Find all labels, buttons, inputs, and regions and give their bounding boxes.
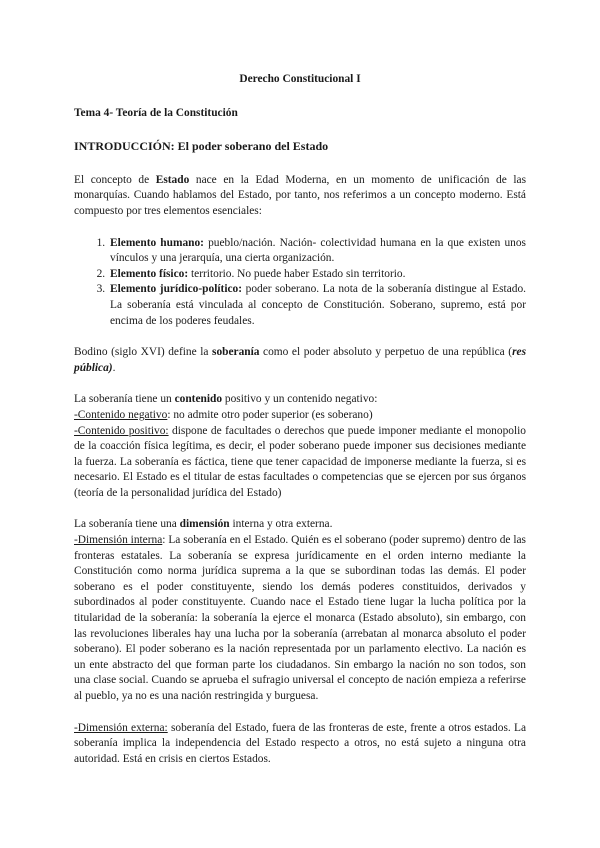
underlined-label: -Dimensión externa: (74, 721, 168, 734)
text-span: : no admite otro poder superior (es soberano) (167, 408, 373, 421)
underlined-label: -Contenido positivo: (74, 424, 169, 437)
list-item-text: poder soberano. La nota de la soberanía distingue al Estado. La soberanía está vinculada al concepto de Constitución. Soberano, supremo, está por encima de los poderes feudales. (110, 283, 526, 327)
text-span: positivo y un contenido negativo: (222, 393, 378, 406)
text-span: como el poder absoluto y perpetuo de una república ( (259, 346, 513, 359)
elements-list (74, 236, 526, 330)
topic-heading: Tema 4- Teoría de la Constitución (74, 106, 238, 119)
text-span: El concepto de (74, 173, 156, 186)
list-item-text: territorio. No puede haber Estado sin territorio. (188, 267, 406, 280)
paragraph-dimension (74, 517, 526, 533)
text-span: La soberanía tiene una (74, 518, 180, 531)
paragraph-estado (74, 173, 526, 220)
text-span: dispone de facultades o derechos que puede imponer mediante el monopolio de la coacción física legítima, es decir, el poder soberano puede imponer sus decisiones mediante la fuerza. La soberanía es fáctica, tiene que tener capacidad de imponerse mediante la fuerza, si es necesario. El Estado es el titular de estas facultades o competencias que se ejercen por sus órganos (teoría de la personalidad jurídica del Estado) (74, 424, 526, 499)
text-span: La soberanía tiene un (74, 393, 175, 406)
text-span: Bodino (siglo XVI) define la (74, 346, 213, 359)
intro-heading: INTRODUCCIÓN: El poder soberano del Estado (74, 139, 329, 154)
underlined-label: -Contenido negativo (74, 408, 168, 421)
text-span: : La soberanía en el Estado. Quién es el soberano (poder supremo) dentro de las fronteras estatales. La soberanía se expresa jurídicamente en el orden interno mediante la Constitución como norma jurídica suprema a la que se subordinan todas las demás. El poder soberano es el poder constituyente, siendo los demás poderes constituidos, derivados y subordinados al poder constituyente. Cuando nace el Estado tiene lugar la lucha política por la titularidad de la soberanía: la soberanía la ejerce el monarca (Estado absoluto), sin embargo, con las revoluciones liberales hay una lucha por la soberanía (arrebatan al monarca absoluto el poder soberano). El poder soberano es la nación representada por un parlamento electivo. La nación es un ente abstracto del que forman parte los ciudadanos. Sin embargo la nación no son todos, son una clase social. Cuando se aprueba el sufragio universal el concepto de nación empieza a referirse al pueblo, ya no es una nación restringida y burguesa. (74, 534, 526, 702)
list-item-label: Elemento físico: (110, 267, 189, 280)
paragraph-dimension-interna (74, 533, 526, 705)
text-span: soberanía del Estado, fuera de las fronteras de este, frente a otros estados. La soberanía implica la independencia del Estado respecto a otros, no está sujeto a ninguna otra autoridad. Está en crisis en ciertos Estados. (74, 721, 526, 765)
bold-term: Estado (155, 173, 190, 186)
list-item-label: Elemento humano: (110, 236, 204, 249)
text-span: nace en la Edad Moderna, en un momento de unificación de las monarquías. Cuando hablamos del Estado, por tanto, nos referimos a un concepto moderno. Está compuesto por tres elementos esenciales: (74, 173, 527, 217)
paragraph-contenido (74, 392, 526, 408)
list-item (108, 236, 526, 267)
italic-term: res pública) (74, 346, 526, 374)
bold-term: dimensión (179, 518, 230, 531)
list-item (108, 267, 526, 283)
bold-term: soberanía (212, 346, 260, 359)
paragraph-dimension-externa (74, 721, 526, 768)
text-span: . (112, 361, 116, 374)
paragraph-bodino (74, 345, 526, 376)
document-title: Derecho Constitucional I (239, 73, 361, 85)
list-item-text: pueblo/nación. Nación- colectividad humana en la que existen unos vínculos y una jerarquía, una cierta organización. (110, 236, 526, 265)
paragraph-contenido-positivo (74, 424, 526, 502)
list-item (108, 282, 526, 329)
text-span: interna y otra externa. (229, 518, 333, 531)
list-item-label: Elemento jurídico-político: (110, 283, 243, 296)
paragraph-contenido-negativo (74, 408, 526, 424)
underlined-label: -Dimensión interna (74, 534, 163, 547)
bold-term: contenido (174, 393, 223, 406)
